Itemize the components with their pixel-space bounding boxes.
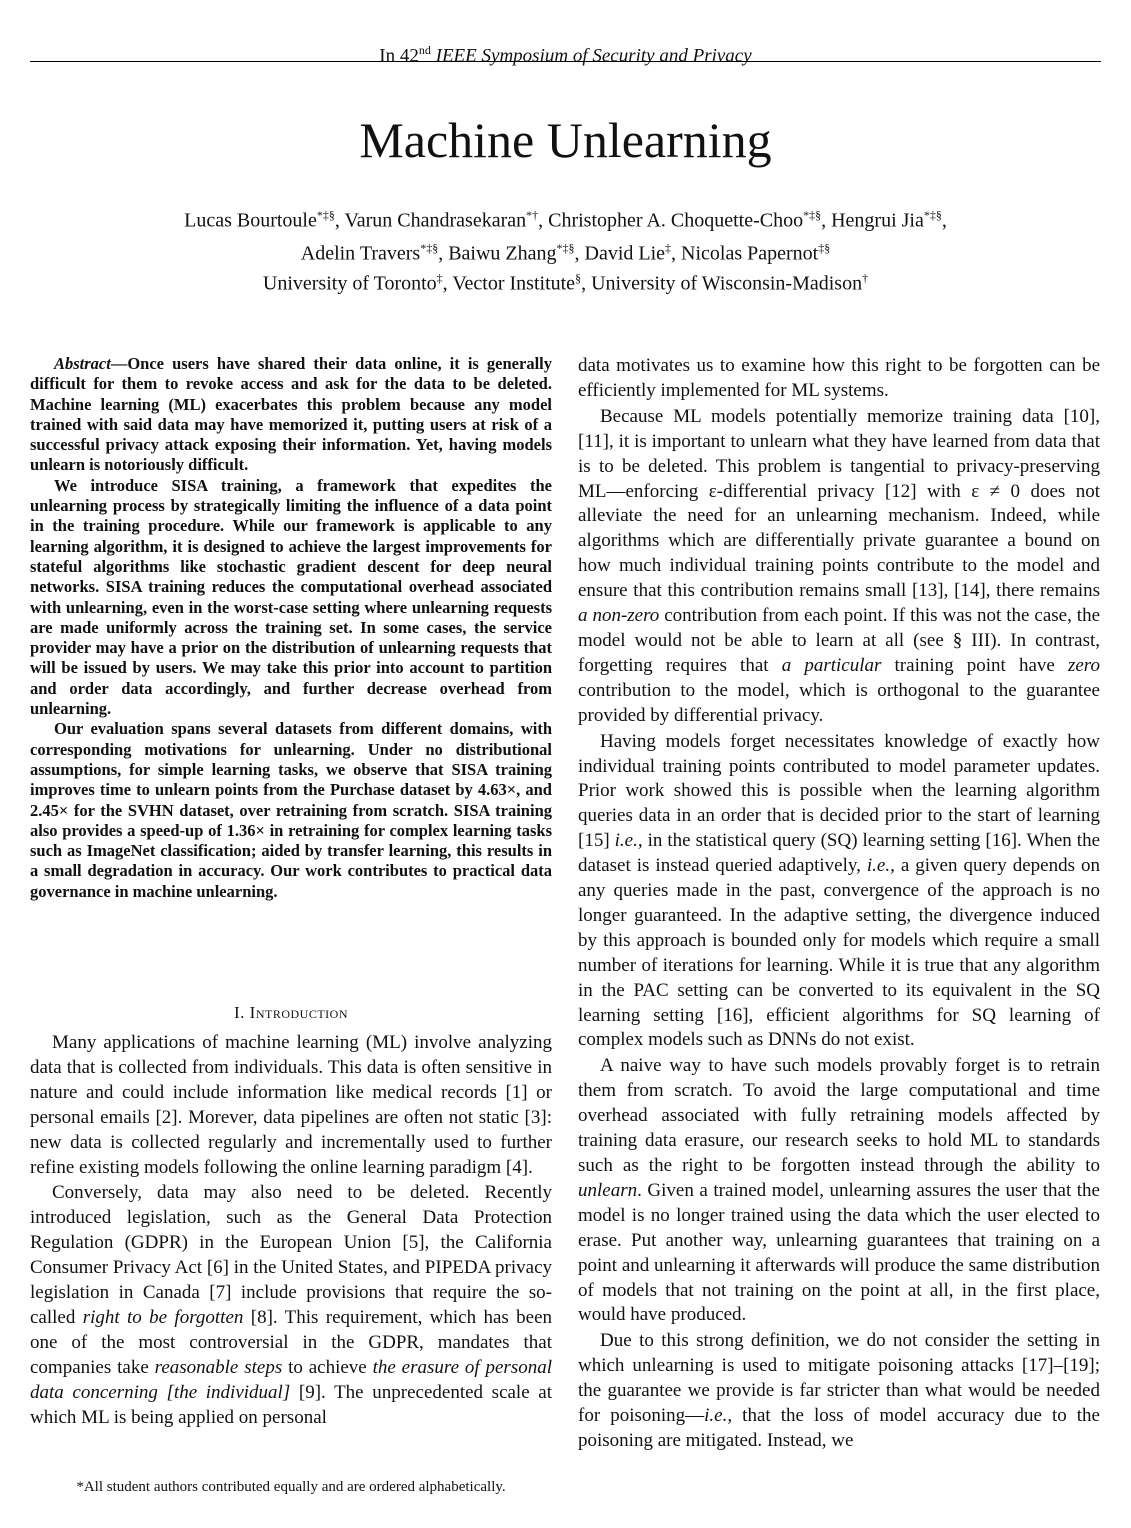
affiliation-mark: †: [862, 271, 869, 285]
running-header: [30, 37, 1101, 67]
author-name: Lucas Bourtoule: [184, 209, 317, 232]
author-line-1: Lucas Bourtoule*‡§, Varun Chandrasekaran*†, Christopher A. Choquette-Choo*‡§, Hengrui Jia*‡§,: [184, 208, 947, 232]
body-paragraph: [578, 730, 1100, 1054]
text-run: Conversely, data may also need to be deleted. Recently introduced legislation, such as the General Data Protection Regulation (GDPR) in the European Union [5], the California Consumer Privacy Act [6] in the United States, and PIPEDA privacy legislation in Canada [7] include provisions that require the so-called: [30, 1182, 552, 1328]
body-paragraph: [578, 405, 1100, 729]
emphasis: a non-zero: [578, 605, 660, 627]
emphasis: a particular: [781, 654, 882, 676]
abstract-paragraph: Our evaluation spans several datasets from different domains, with corresponding motivations for unlearning. Under no distributional assumptions, for simple learning tasks, we observe that SISA training improves time to unlearn points from the Purchase dataset by 4.63×, and 2.45× for the SVHN dataset, over retraining from scratch. SISA training also provides a speed-up of 1.36× in retraining for complex learning tasks such as ImageNet classification; aided by transfer learning, this results in a small degradation in accuracy. Our work contributes to practical data governance in machine unlearning.: [30, 719, 552, 901]
author-mark: *‡§: [803, 208, 822, 222]
body-paragraph: [30, 1181, 552, 1430]
affiliation-name: Vector Institute: [452, 272, 576, 295]
author-mark: ‡§: [818, 240, 831, 255]
author-mark: ‡: [665, 240, 672, 255]
author-line-2: Adelin Travers*‡§, Baiwu Zhang*‡§, David Lie‡, Nicolas Papernot‡§: [300, 240, 831, 265]
header-prefix: In 42: [379, 45, 419, 67]
text-run: in the statistical query (SQ) learning setting [16]. When the dataset is instead queried adaptively,: [578, 830, 1101, 877]
body-paragraph: [578, 1054, 1100, 1328]
author-name: Baiwu Zhang: [448, 242, 557, 265]
author-name: Nicolas Papernot: [681, 242, 819, 265]
affiliation-mark: ‡: [436, 271, 443, 285]
text-run: . Given a trained model, unlearning assures the user that the model is no longer trained using the data which the user elected to erase. Put another way, unlearning guarantees that training on a point and unlearning it afterwards will produce the same distribution of models that not training on the point at all, in the first place, would have produced.: [578, 1179, 1100, 1326]
emphasis: i.e.,: [614, 830, 643, 852]
author-name: Christopher A. Choquette-Choo: [548, 209, 804, 232]
author-mark: *‡§: [316, 208, 335, 222]
emphasis: i.e.,: [704, 1405, 733, 1427]
right-column-text: [578, 354, 1100, 1455]
paper-title: Machine Unlearning: [359, 112, 772, 168]
emphasis: i.e.,: [866, 855, 895, 877]
text-run: Having models forget necessitates knowledge of exactly how individual training points contributed to model parameter updates. Prior work showed this is possible when the learning algorithm queries data in an order that is decided prior to the start of learning [15]: [578, 730, 1100, 852]
affiliation-mark: §: [575, 271, 582, 285]
author-mark: *†: [526, 208, 539, 222]
footnote: *All student authors contributed equally and are ordered alphabetically.: [76, 1479, 506, 1495]
text-run: Because ML models potentially memorize training data [10], [11], it is important to unlearn what they have learned from data that is to be deleted. This problem is tangential to privacy-preserving ML—enforcing ε-differential privacy [12] with ε ≠ 0 does not alleviate the need for an unlearning mechanism. Indeed, while algorithms which are differentially private guarantee a bound on how much individual training points contribute to the model and ensure that this contribution remains small [13], [14], there remains: [578, 405, 1100, 602]
header-venue: IEEE Symposium of Security and Privacy: [435, 45, 752, 67]
emphasis: the erasure of personal data concerning [the individual]: [30, 1356, 553, 1403]
emphasis: zero: [1067, 654, 1100, 676]
header-ordinal: nd: [418, 43, 431, 57]
author-name: Varun Chandrasekaran: [344, 209, 527, 232]
affiliation-name: University of Wisconsin-Madison: [591, 272, 863, 295]
text-run: a given query depends on any queries made in the past, convergence of the approach is no longer guaranteed. In the adaptive setting, the divergence induced by this approach is bounded only for models which require a small number of iterations for learning. While it is true that any algorithm in the PAC setting can be converted to its equivalent in the SQ learning setting [16], efficient algorithms for SQ learning of complex models such as DNNs do not exist.: [578, 855, 1100, 1051]
abstract-paragraph: Abstract—Once users have shared their data online, it is generally difficult for them to revoke access and ask for the data to be deleted. Machine learning (ML) exacerbates this problem because any model trained with said data may have memorized it, putting users at risk of a successful privacy attack exposing their information. Yet, having models unlearn is notoriously difficult.: [30, 354, 552, 475]
text-run: contribution to the model, which is orthogonal to the guarantee provided by differential privacy.: [578, 679, 1100, 726]
author-name: Adelin Travers: [300, 242, 421, 265]
text-run: [8]. This requirement, which has been one of the most controversial in the GDPR, mandates that companies take: [30, 1306, 553, 1378]
emphasis: right to be forgotten: [82, 1306, 244, 1328]
section-title: Introduction: [249, 1003, 348, 1022]
author-name: Hengrui Jia: [831, 209, 924, 232]
abstract: [30, 354, 552, 902]
section-number: I.: [234, 1003, 245, 1022]
emphasis: reasonable steps: [154, 1356, 283, 1378]
abstract-paragraph: We introduce SISA training, a framework that expedites the unlearning process by strategically limiting the influence of a data point in the training procedure. While our framework is applicable to any learning algorithm, it is designed to achieve the largest improvements for stateful algorithms like stochastic gradient descent for deep neural networks. SISA training reduces the computational overhead associated with unlearning, even in the worst-case setting where unlearning requests are made uniformly across the training set. In some cases, the service provider may have a prior on the distribution of unlearning requests that will be issued by users. We may take this prior into account to partition and order data accordingly, and further decrease overhead from unlearning.: [30, 475, 552, 719]
header-rule: [30, 61, 1101, 62]
author-mark: *‡§: [420, 240, 439, 255]
body-paragraph: Many applications of machine learning (ML) involve analyzing data that is collected from individuals. This data is often sensitive in nature and could include information like medical records [1] or personal emails [2]. Morever, data pipelines are often not static [3]: new data is collected regularly and incrementally used to further refine existing models following the online learning paradigm [4].: [30, 1032, 552, 1178]
text-run: training point have: [881, 654, 1068, 676]
text-run: that the loss of model accuracy due to the poisoning are mitigated. Instead, we: [578, 1405, 1100, 1451]
text-run: [9]. The unprecedented scale at which ML is being applied on personal: [30, 1381, 552, 1428]
author-list: [0, 202, 1131, 267]
text-run: contribution from each point. If this was not the case, the model would not be able to learn at all (see § III). In contrast, forgetting requires that: [578, 605, 1100, 676]
body-paragraph: data motivates us to examine how this right to be forgotten can be efficiently implemented for ML systems.: [578, 355, 1100, 401]
abstract-text: Once users have shared their data online, it is generally difficult for them to revoke access and ask for the data to be deleted. Machine learning (ML) exacerbates this problem because any model trained with said data may have memorized it, putting users at risk of a successful privacy attack exposing their information. Yet, having models unlearn is notoriously difficult.: [30, 354, 552, 475]
text-run: Due to this strong definition, we do not consider the setting in which unlearning is used to mitigate poisoning attacks [17]–[19]; the guarantee we provide is far stricter than what would be needed for poisoning—: [578, 1330, 1100, 1427]
text-run: A naive way to have such models provably forget is to retrain them from scratch. To avoid the large computational and time overhead associated with fully retraining models affected by training data erasure, our research seeks to hold ML to standards such as the right to be forgotten instead through the ability to: [578, 1055, 1100, 1176]
emphasis: unlearn: [578, 1179, 638, 1201]
affiliations: University of Toronto‡, Vector Institute§, University of Wisconsin-Madison†: [262, 271, 869, 295]
body-paragraph: [578, 1329, 1100, 1454]
author-name: David Lie: [584, 242, 666, 265]
introduction-text: [30, 1031, 552, 1432]
text-run: to achieve: [282, 1356, 373, 1378]
section-heading: [30, 1001, 552, 1025]
affiliation-name: University of Toronto: [262, 272, 437, 295]
author-mark: *‡§: [556, 240, 575, 255]
author-mark: *‡§: [923, 208, 942, 222]
abstract-label: Abstract: [54, 354, 111, 373]
